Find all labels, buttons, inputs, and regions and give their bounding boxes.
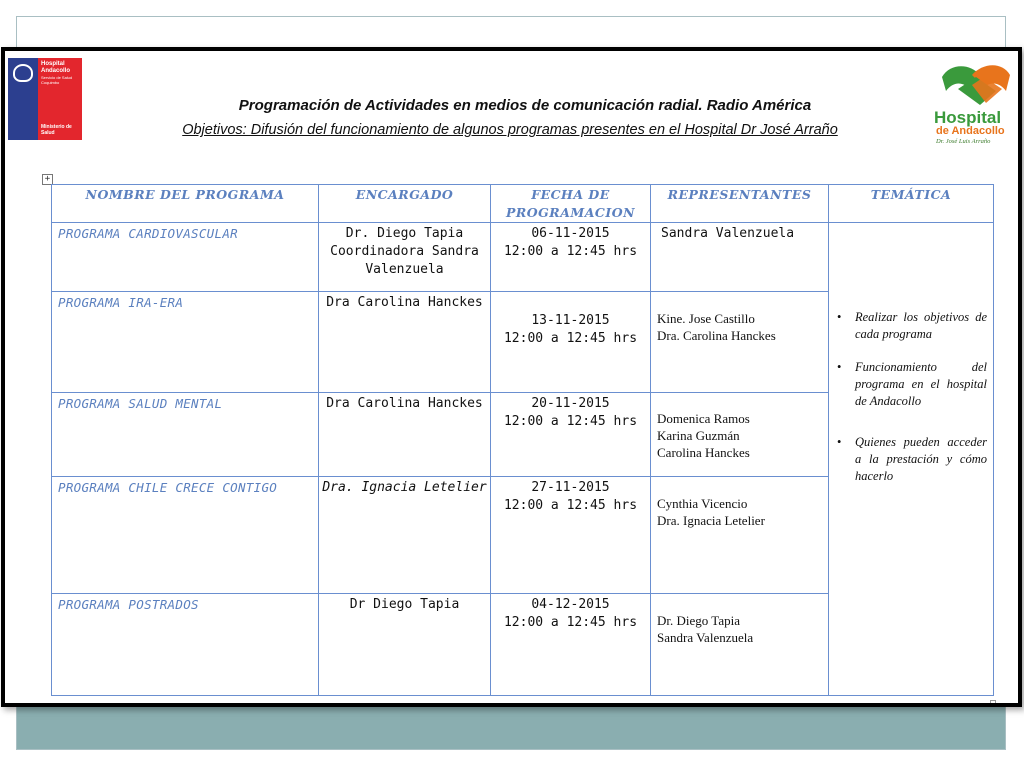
logo-ministerio-text: Ministerio de Salud [41, 124, 72, 136]
document-title: Programación de Actividades en medios de comunicación radial. Radio América [238, 97, 812, 114]
tematica-text: Funcionamiento del programa en el hospital de Andacollo [855, 360, 987, 408]
representante-line: Cynthia Vicencio [657, 496, 748, 511]
programa-name: PROGRAMA CHILE CRECE CONTIGO [58, 480, 278, 495]
schedule-table [51, 184, 994, 696]
header-encargado: ENCARGADO [319, 185, 491, 223]
bullet-icon: • [837, 310, 842, 324]
hospital-andacollo-logo-right [930, 59, 1020, 145]
representante-line: Dra. Carolina Hanckes [657, 328, 776, 343]
encargado-line: Dr. Diego Tapia [345, 226, 464, 241]
tematica-text: Quienes pueden acceder a la prestación y cómo hacerlo [855, 435, 987, 483]
logo-red-block [38, 58, 82, 140]
programa-name: PROGRAMA CARDIOVASCULAR [58, 226, 238, 241]
header-nombre: NOMBRE DEL PROGRAMA [52, 185, 319, 223]
table-resize-handle-icon[interactable] [990, 700, 996, 706]
representante-line: Sandra Valenzuela [657, 630, 754, 645]
tematica-text: Realizar los objetivos de cada programa [855, 310, 987, 341]
logo-right-hospital-word: Hospital [934, 108, 1002, 127]
bullet-icon: • [837, 360, 842, 374]
fecha-hora: 12:00 a 12:45 hrs [503, 244, 638, 259]
table-row [52, 223, 994, 292]
table-move-handle-icon[interactable]: + [42, 174, 53, 185]
representante-line: Dr. Diego Tapia [657, 613, 740, 628]
tematica-item [835, 434, 987, 485]
coat-of-arms-icon [13, 64, 33, 82]
fecha-hora: 12:00 a 12:45 hrs [503, 615, 638, 630]
programa-name: PROGRAMA POSTRADOS [58, 597, 199, 612]
fecha-date: 13-11-2015 [531, 313, 610, 328]
tematica-item [835, 359, 987, 410]
document-subtitle: Objetivos: Difusión del funcionamiento de algunos programas presentes en el Hospital Dr José Arraño [182, 122, 838, 138]
header-tematica: TEMÁTICA [829, 185, 994, 223]
representante-line: Domenica Ramos [657, 411, 750, 426]
fecha-date: 27-11-2015 [531, 480, 610, 495]
logo-servicio-text: Servicio de Salud Coquimbo [41, 75, 73, 85]
tematica-list [835, 309, 987, 501]
logo-right-signature: Dr. José Luis Arraño [936, 138, 991, 145]
encargado-line: Valenzuela [365, 262, 444, 277]
hospital-andacollo-logo-left [8, 58, 82, 140]
logo-hospital-word: Hospital [41, 61, 65, 67]
fecha-hora: 12:00 a 12:45 hrs [503, 498, 638, 513]
bullet-icon: • [837, 435, 842, 449]
encargado-line: Coordinadora Sandra [330, 244, 479, 259]
fecha-date: 20-11-2015 [531, 396, 610, 411]
slide-bottom-band [17, 706, 1005, 749]
encargado-line: Dra Carolina Hanckes [326, 396, 483, 411]
encargado-line: Dr Diego Tapia [349, 597, 460, 612]
programa-name: PROGRAMA SALUD MENTAL [58, 396, 223, 411]
logo-blue-block [8, 58, 38, 140]
fecha-hora: 12:00 a 12:45 hrs [503, 414, 638, 429]
handshake-icon [936, 61, 1016, 109]
representante-line: Karina Guzmán [657, 428, 740, 443]
fecha-date: 04-12-2015 [531, 597, 610, 612]
representante-line: Carolina Hanckes [657, 445, 750, 460]
tematica-cell [829, 223, 994, 696]
encargado-line: Dra Carolina Hanckes [326, 295, 483, 310]
tematica-item [835, 309, 987, 343]
fecha-hora: 12:00 a 12:45 hrs [503, 331, 638, 346]
logo-andacollo-word: Andacollo [41, 68, 71, 74]
fecha-date: 06-11-2015 [531, 226, 610, 241]
representante-line: Sandra Valenzuela [661, 226, 795, 241]
header-fecha: FECHA DE PROGRAMACION [491, 185, 651, 223]
logo-right-andacollo-word: de Andacollo [936, 125, 1005, 137]
representante-line: Dra. Ignacia Letelier [657, 513, 765, 528]
encargado-line: Dra. Ignacia Letelier [322, 480, 487, 495]
programa-name: PROGRAMA IRA-ERA [58, 295, 184, 310]
slide-content [1, 47, 1022, 707]
header-representantes: REPRESENTANTES [651, 185, 829, 223]
representante-line: Kine. Jose Castillo [657, 311, 755, 326]
